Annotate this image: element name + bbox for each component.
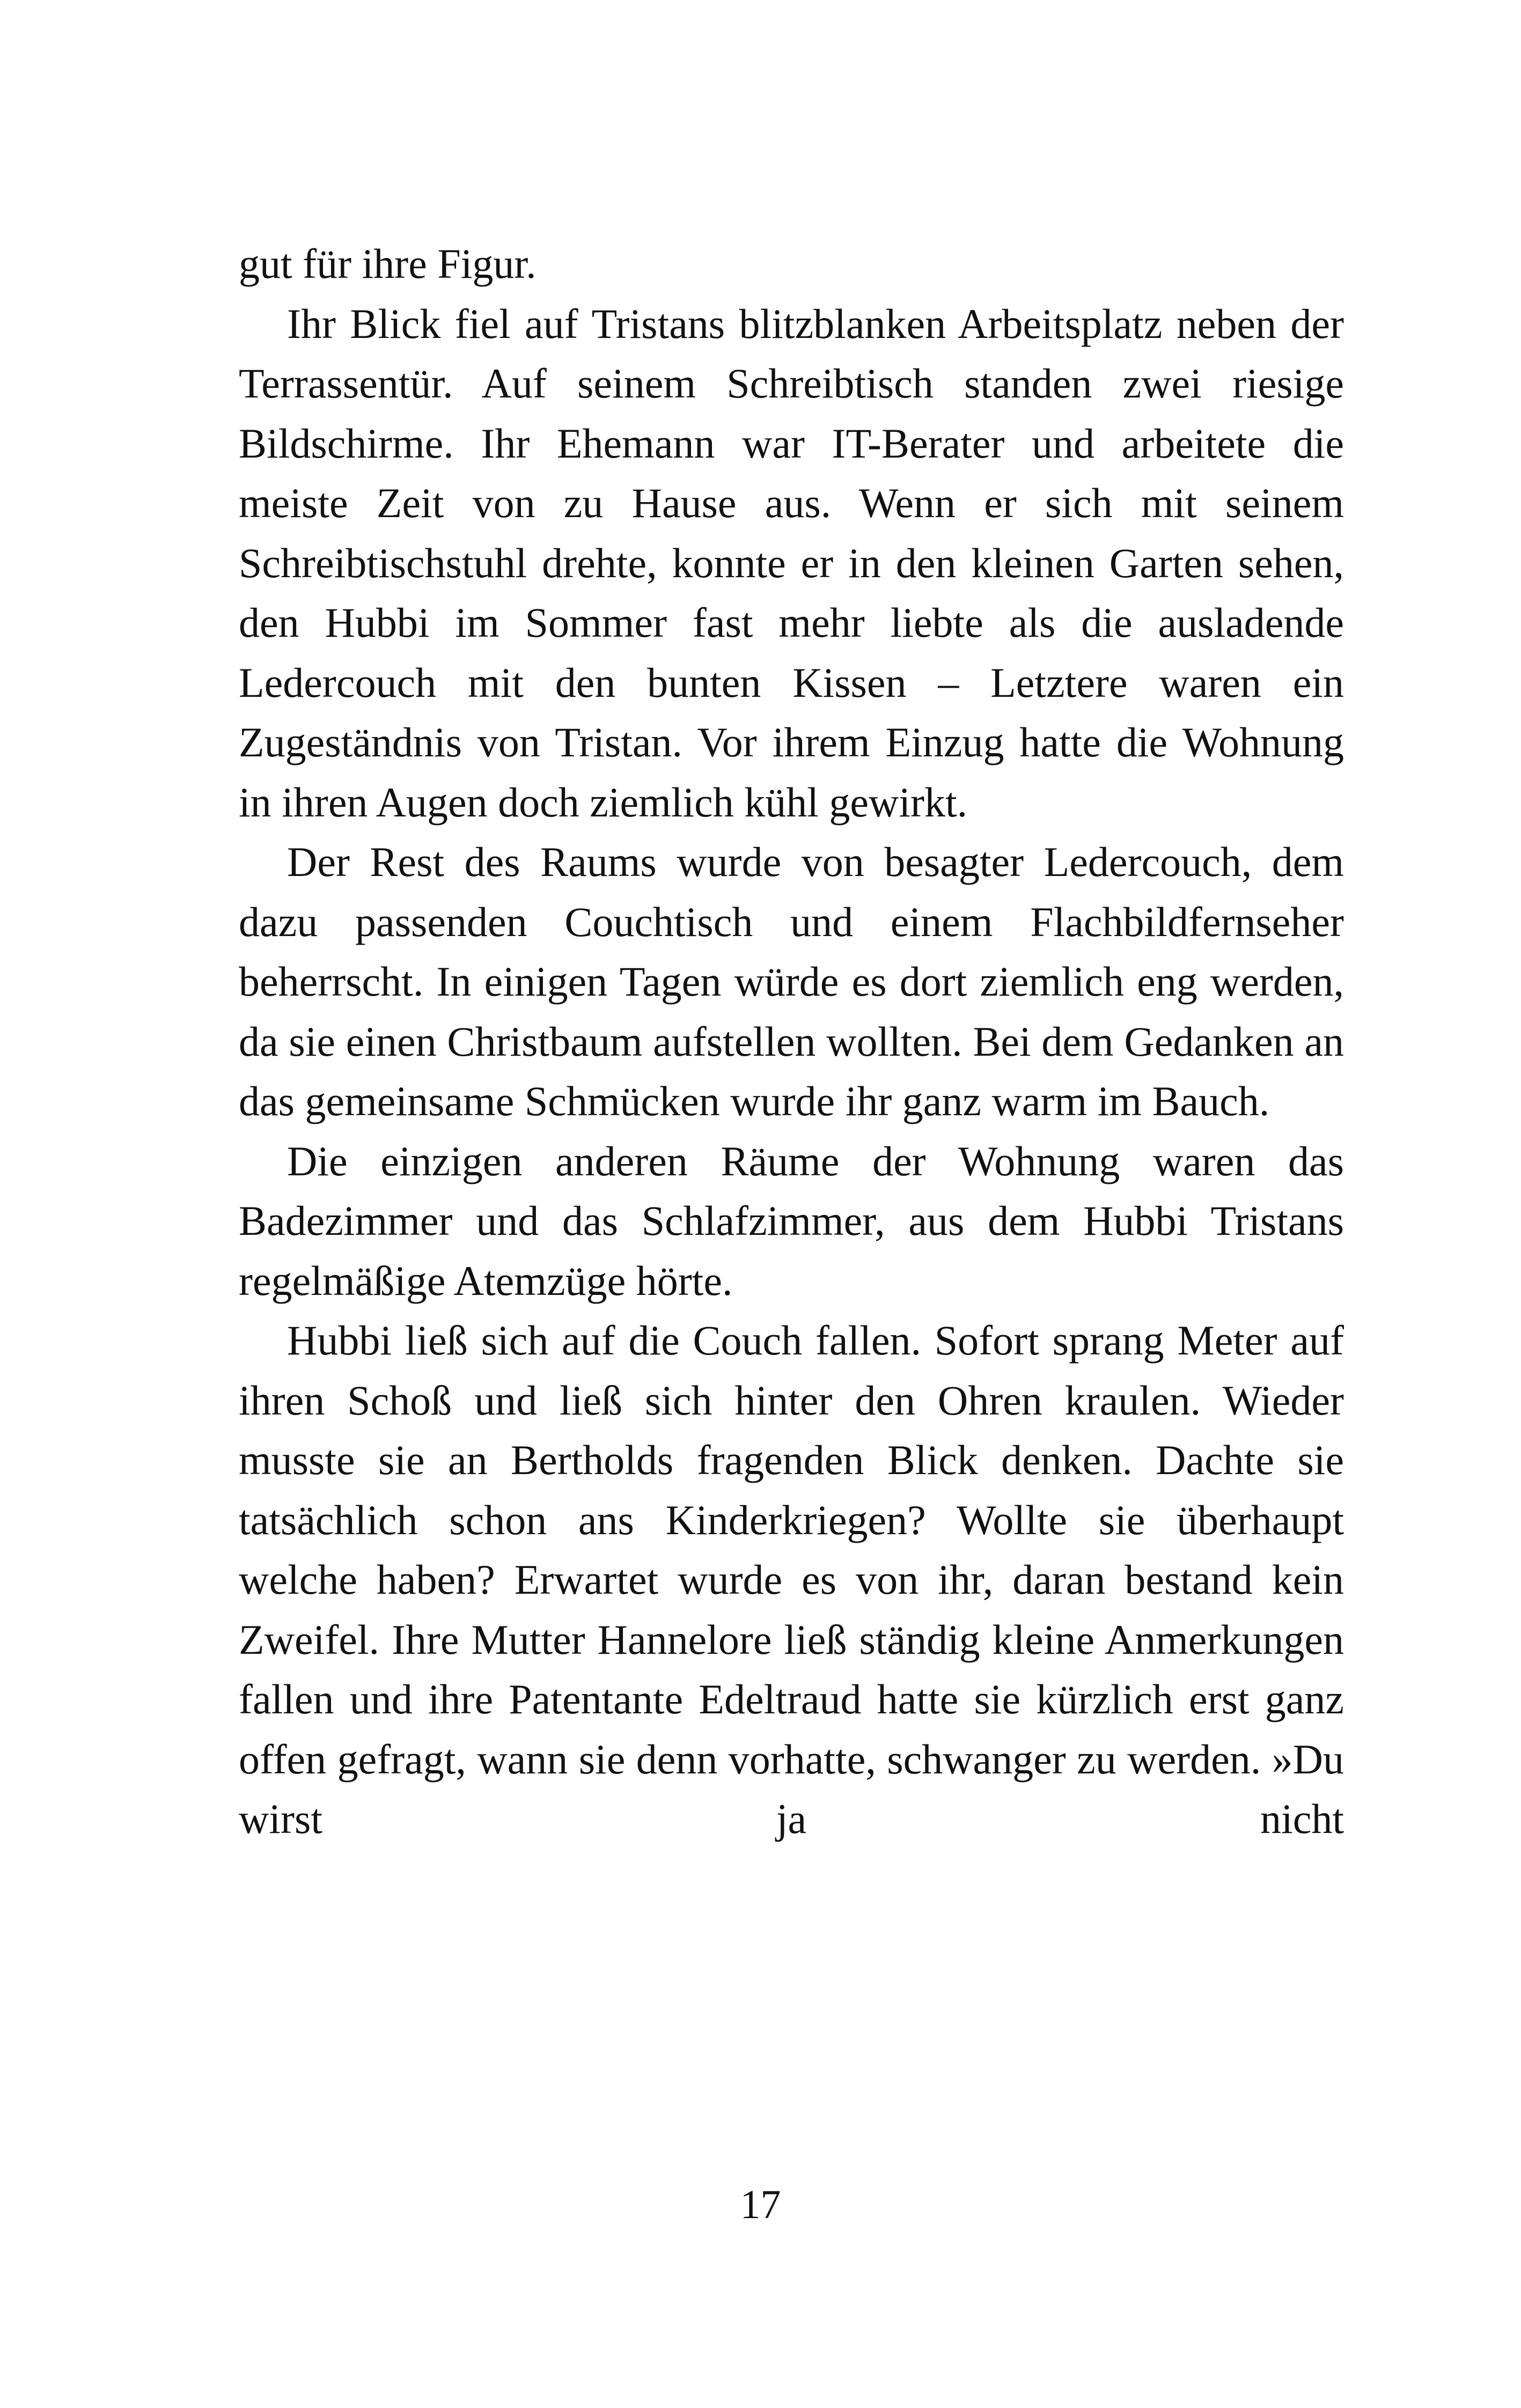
paragraph-1: gut für ihre Figur. bbox=[239, 240, 537, 287]
page-number: 17 bbox=[740, 2182, 781, 2227]
paragraph-4: Die einzigen anderen Räume der Wohnung waren das Badezimmer und das Schlafzimmer, aus dem Hubbi Tristans regelmäßige Atemzüge hörte. bbox=[239, 1137, 1344, 1304]
paragraph-2: Ihr Blick fiel auf Tristans blitzblanken Arbeitsplatz neben der Terrassentür. Auf seinem Schreibtisch standen zwei riesige Bildschirme. Ihr Ehemann war IT-Berater und arbeitete die meiste Zeit von zu Hause aus. Wenn er sich mit seinem Schreibtischstuhl drehte, konnte er in den kleinen Garten sehen, den Hubbi im Sommer fast mehr liebte als die ausladende Ledercouch mit den bunten Kissen – Letztere waren ein Zugeständnis von Tristan. Vor ihrem Einzug hatte die Wohnung in ihren Augen doch ziemlich kühl gewirkt. bbox=[239, 300, 1344, 826]
body-text bbox=[239, 234, 1344, 1849]
paragraph-5: Hubbi ließ sich auf die Couch fallen. Sofort sprang Meter auf ihren Schoß und ließ sich hinter den Ohren kraulen. Wieder musste sie an Bertholds fragenden Blick denken. Dachte sie tatsächlich schon ans Kinderkriegen? Wollte sie überhaupt welche haben? Erwartet wurde es von ihr, daran bestand kein Zweifel. Ihre Mutter Hannelore ließ ständig kleine Anmerkungen fallen und ihre Patentante Edeltraud hatte sie kürzlich erst ganz offen gefragt, wann sie denn vorhatte, schwanger zu werden. »Du wirst ja nicht bbox=[239, 1317, 1344, 1842]
paragraph-3: Der Rest des Raums wurde von besagter Ledercouch, dem dazu passenden Couchtisch und einem Flachbildfernseher beherrscht. In einigen Tagen würde es dort ziemlich eng werden, da sie einen Christbaum aufstellen wollten. Bei dem Gedanken an das gemeinsame Schmücken wurde ihr ganz warm im Bauch. bbox=[239, 838, 1344, 1124]
